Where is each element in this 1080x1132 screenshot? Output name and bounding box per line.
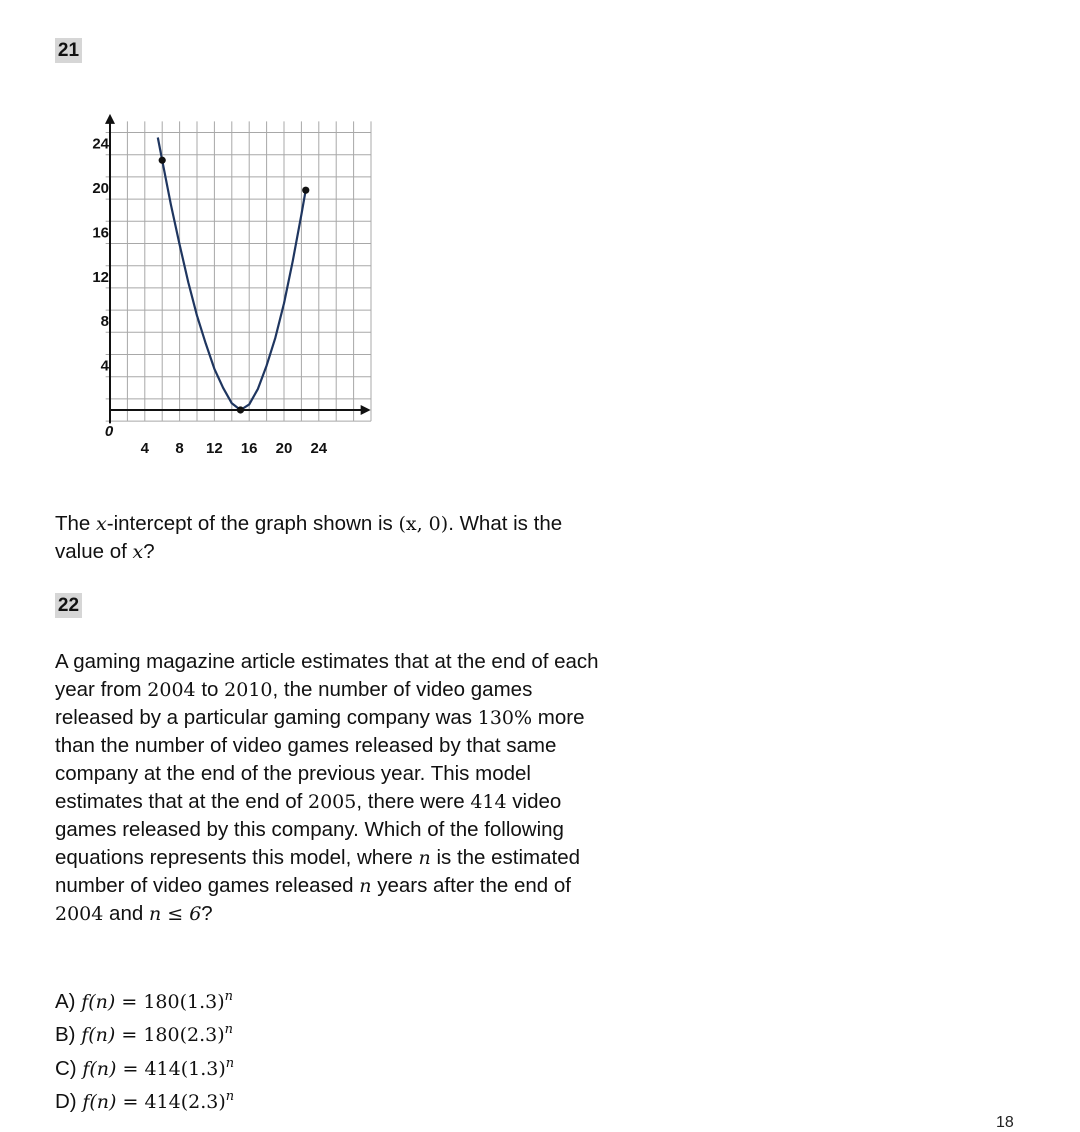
y-tick-label: 8 xyxy=(100,313,109,331)
x-tick-label: 24 xyxy=(310,440,328,457)
intercept-point: (x, 0) xyxy=(398,513,449,535)
question-number-22: 22 xyxy=(55,593,82,618)
y-tick-label: 12 xyxy=(92,268,109,286)
x-tick-label: 16 xyxy=(240,440,258,457)
marked-point xyxy=(159,157,166,164)
answer-choices xyxy=(55,983,234,1116)
y-tick-label: 4 xyxy=(100,357,109,375)
y-tick-label: 24 xyxy=(92,135,109,153)
parabola-graph xyxy=(80,90,380,470)
marked-point xyxy=(237,406,244,413)
question-number-21: 21 xyxy=(55,38,82,63)
marked-point xyxy=(302,187,309,194)
page-number: 18 xyxy=(996,1114,1014,1131)
question-22-text: A gaming magazine article estimates that at the end of each year from 2004 to 2010, the number of video games released by a particular gaming company was 130% more than the number of video games released by that same company at the end of the previous year. This model estimates that at the end of 2005, there were 414 video games released by this company. Which of the following equations represents this model, where n is the estimated number of video games released n years after the end of 2004 and n ≤ 6? xyxy=(55,650,599,925)
x-tick-label: 4 xyxy=(140,440,149,457)
x-tick-label: 20 xyxy=(275,440,293,457)
origin-label: 0 xyxy=(104,423,114,440)
x-tick-label: 8 xyxy=(175,440,184,457)
grid-lines xyxy=(106,121,371,421)
y-axis-arrow xyxy=(105,114,115,124)
x-axis-arrow xyxy=(361,405,371,415)
y-tick-label: 16 xyxy=(92,224,109,242)
choice-b[interactable]: B) $f(n) = 180(2.3)^n$ xyxy=(55,1022,233,1047)
choice-d[interactable]: D) $f(n) = 414(2.3)^n$ xyxy=(55,1088,235,1113)
choice-a[interactable]: A) $f(n) = 180(1.3)^n$ xyxy=(55,989,233,1013)
choice-c[interactable]: C) $f(n) = 414(1.3)^n$ xyxy=(55,1055,235,1080)
x-tick-label: 12 xyxy=(206,440,223,457)
question-21-text: The x-intercept of the graph shown is (x, 0). What is the value of x? xyxy=(55,512,563,563)
y-tick-label: 20 xyxy=(92,180,109,197)
curve-layer xyxy=(158,138,310,414)
